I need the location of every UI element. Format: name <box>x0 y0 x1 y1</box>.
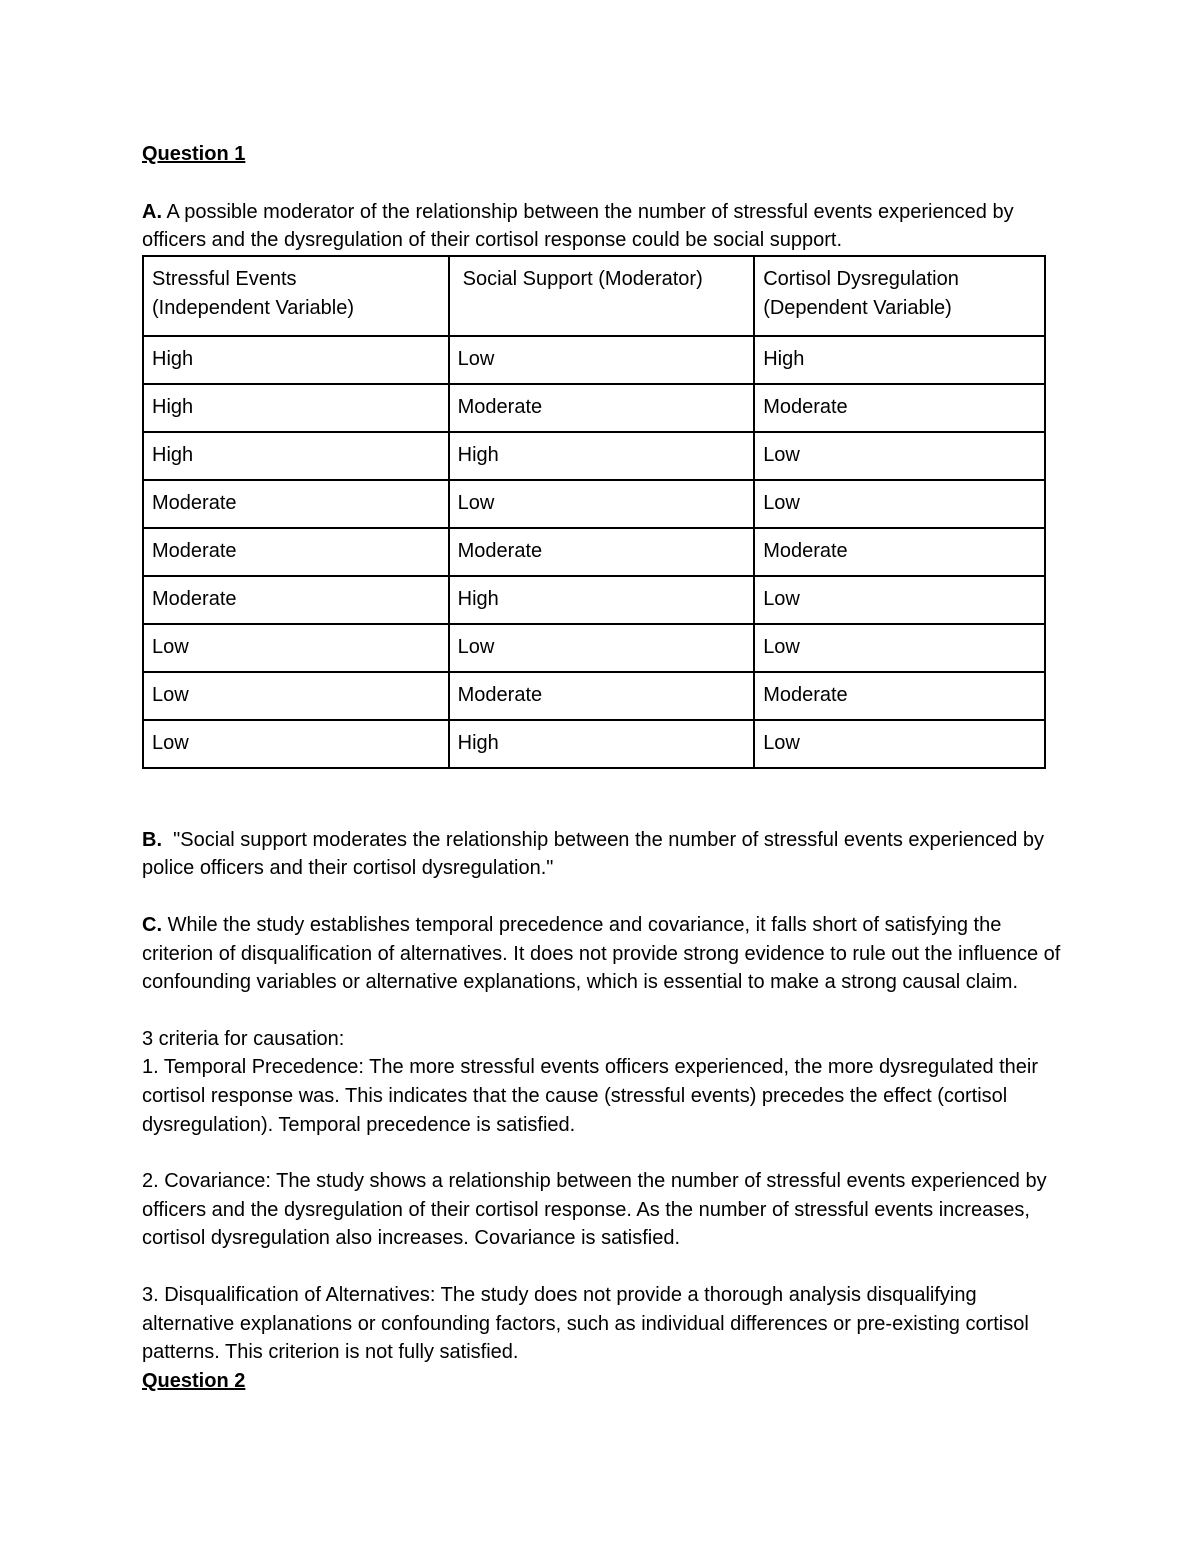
table-cell: Low <box>143 720 449 768</box>
table-cell: Low <box>143 672 449 720</box>
part-c-label: C. <box>142 913 162 936</box>
table-cell: High <box>449 432 755 480</box>
document-body <box>142 140 1062 1395</box>
criteria-intro: 3 criteria for causation: <box>142 1027 345 1050</box>
table-cell: High <box>449 576 755 624</box>
table-cell: Moderate <box>754 672 1045 720</box>
table-header-row <box>143 256 1045 336</box>
table-header-cell <box>754 256 1045 336</box>
moderator-table <box>142 255 1046 769</box>
table-row <box>143 432 1045 480</box>
criterion-2: 2. Covariance: The study shows a relationship between the number of stressful events experienced by officers and the dysregulation of their cortisol response. As the number of stressful events increases, cortisol dysregulation also increases. Covariance is satisfied. <box>142 1170 1047 1250</box>
spacer <box>142 883 1062 911</box>
table-cell: High <box>143 432 449 480</box>
table-row <box>143 576 1045 624</box>
header-dv-line2: (Dependent Variable) <box>763 296 952 319</box>
table-cell: High <box>143 336 449 384</box>
table-row <box>143 624 1045 672</box>
table-row <box>143 480 1045 528</box>
table-header-cell <box>143 256 449 336</box>
table-cell: High <box>449 720 755 768</box>
table-row <box>143 528 1045 576</box>
part-c-text: While the study establishes temporal precedence and covariance, it falls short of satisfying the criterion of disqualification of alternatives. It does not provide strong evidence to rule out the influence of confounding variables or alternative explanations, which is essential to make a strong causal claim. <box>142 913 1061 994</box>
part-b-label: B. <box>142 828 162 851</box>
table-cell: Moderate <box>754 528 1045 576</box>
part-b-text: "Social support moderates the relationship between the number of stressful events experienced by police officers and their cortisol dysregulation." <box>142 828 1045 880</box>
table-row <box>143 720 1045 768</box>
spacer <box>142 1253 1062 1281</box>
header-iv-line1: Stressful Events <box>152 267 297 290</box>
header-iv-line2: (Independent Variable) <box>152 296 354 319</box>
table-cell: Low <box>754 624 1045 672</box>
part-a-paragraph <box>142 198 1062 255</box>
table-cell: High <box>143 384 449 432</box>
table-cell: Low <box>143 624 449 672</box>
table-cell: Moderate <box>449 672 755 720</box>
criterion-3: 3. Disqualification of Alternatives: The study does not provide a thorough analysis disqualifying alternative explanations or confounding factors, such as individual differences or pre-existing cortisol patterns. This criterion is not fully satisfied. <box>142 1283 1029 1364</box>
table-cell: Moderate <box>754 384 1045 432</box>
part-a-label: A. <box>142 200 162 223</box>
table-cell: Moderate <box>143 528 449 576</box>
part-c-paragraph <box>142 911 1062 997</box>
table-cell: High <box>754 336 1045 384</box>
table-cell: Low <box>754 480 1045 528</box>
table-row <box>143 384 1045 432</box>
table-cell: Moderate <box>449 384 755 432</box>
spacer <box>142 169 1062 198</box>
table-header-cell <box>449 256 755 336</box>
table-cell: Low <box>449 480 755 528</box>
part-b-paragraph <box>142 826 1062 883</box>
table-cell: Low <box>754 432 1045 480</box>
header-moderator-line1: Social Support (Moderator) <box>462 267 703 290</box>
table-cell: Low <box>449 624 755 672</box>
header-dv-line1: Cortisol Dysregulation <box>763 267 959 290</box>
table-cell: Low <box>754 720 1045 768</box>
question-2-heading: Question 2 <box>142 1369 246 1392</box>
spacer <box>142 769 1062 826</box>
part-a-text: A possible moderator of the relationship between the number of stressful events experienced by officers and the dysregulation of their cortisol response could be social support. <box>142 200 1014 252</box>
table-cell: Low <box>449 336 755 384</box>
spacer <box>142 1139 1062 1167</box>
table-row <box>143 672 1045 720</box>
table-cell: Low <box>754 576 1045 624</box>
spacer <box>142 997 1062 1025</box>
criterion-1: 1. Temporal Precedence: The more stressful events officers experienced, the more dysregulated their cortisol response was. This indicates that the cause (stressful events) precedes the effect (cortisol dysregulation). Temporal precedence is satisfied. <box>142 1056 1039 1136</box>
table-cell: Moderate <box>449 528 755 576</box>
table-row <box>143 336 1045 384</box>
table-cell: Moderate <box>143 480 449 528</box>
table-cell: Moderate <box>143 576 449 624</box>
question-1-heading: Question 1 <box>142 143 246 165</box>
